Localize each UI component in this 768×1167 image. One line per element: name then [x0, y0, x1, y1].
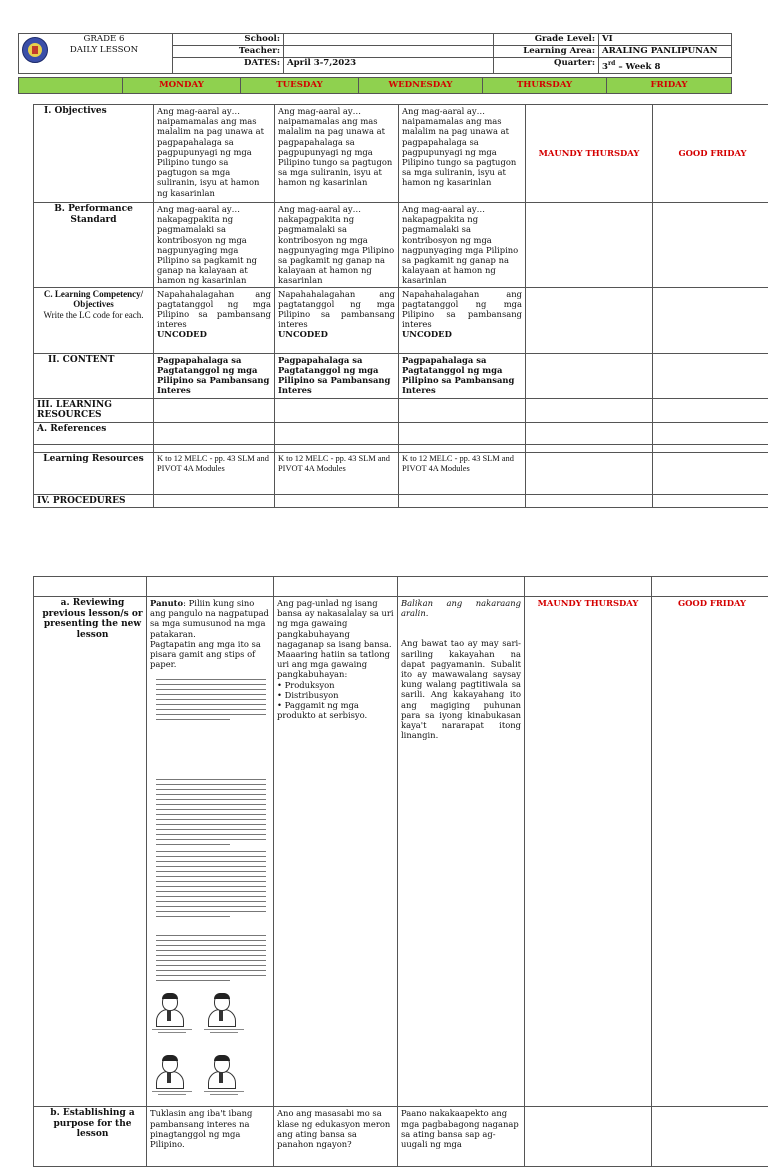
competency-note: Write the LC code for each.	[37, 310, 150, 320]
scan-text-line	[156, 856, 266, 857]
scan-text-line	[156, 819, 266, 820]
empty-cell	[525, 577, 652, 597]
empty-cell	[525, 1107, 652, 1167]
objectives-label: I. Objectives	[34, 105, 154, 203]
empty-cell	[652, 577, 768, 597]
scan-text-line	[156, 876, 266, 877]
learning-resources-label: Learning Resources	[34, 452, 154, 494]
establishing-tuesday: Ano ang masasabi mo sa klase ng edukasyon meron ang ating bansa sa panahon ngayon?	[274, 1107, 398, 1167]
empty-cell	[147, 577, 274, 597]
reviewing-wednesday-text: Ang bawat tao ay may sari-sariling kakayahan na dapat pagyamanin. Subalit ito ay mawawalang saysay kung walang pagtitiwala sa sarili. Ang kakayahang ito ang magiging puhunan para sa iyong kinabukasan kaya't nararapat itong linangin.	[401, 638, 521, 740]
learning-resources-header: III. LEARNING RESOURCES	[34, 398, 154, 422]
scan-text-line	[156, 684, 266, 685]
lesson-table-page2	[33, 576, 768, 1167]
grade-title-cell	[19, 34, 173, 74]
reviewing-monday-paragraph-1	[150, 598, 270, 639]
holiday-friday-p2: GOOD FRIDAY	[652, 597, 768, 1107]
day-monday: MONDAY	[123, 78, 241, 94]
empty-cell	[653, 398, 768, 422]
quarter-value	[599, 58, 732, 74]
scan-text-line	[156, 824, 266, 825]
scan-text-line	[156, 945, 266, 946]
scan-text-line	[156, 886, 266, 887]
performance-label: B. Performance Standard	[34, 203, 154, 288]
competency-code: UNCODED	[278, 329, 328, 339]
quarter-value-text: 3rd – Week 8	[602, 62, 660, 72]
scan-text-line	[156, 960, 266, 961]
establishing-wednesday: Paano nakakaapekto ang mga pagbabagong naganap sa ating bansa sap ag-uugali ng mga	[398, 1107, 525, 1167]
performance-wednesday: Ang mag-aaral ay… nakapagpakita ng pagmamalaki sa kontribosyon ng mga nagpunyaging mga Pilipino sa pagkamit ng ganap na kalayaan at hamon ng kasarinlan	[399, 203, 526, 288]
learning-resources-wednesday: K to 12 MELC - pp. 43 SLM and PIVOT 4A Modules	[399, 452, 526, 494]
empty-cell	[653, 287, 768, 353]
empty-cell	[34, 444, 154, 452]
empty-cell	[653, 444, 768, 452]
competency-text: Napahahalagahan ang pagtatanggol ng mga Pilipino sa pambansang interes	[278, 289, 395, 330]
scan-text-line	[156, 779, 266, 780]
scan-text-line	[156, 694, 266, 695]
teacher-value	[284, 46, 494, 58]
dates-value: April 3-7,2023	[284, 58, 494, 74]
reviewing-monday-text2: Pagtapatin ang mga ito sa pisara gamit ang stips of paper.	[150, 639, 270, 670]
scan-text-line	[156, 719, 230, 720]
scan-text-line	[156, 844, 230, 845]
scan-text-line	[156, 704, 266, 705]
empty-cell	[399, 422, 526, 444]
school-value	[284, 34, 494, 46]
procedures-label: IV. PROCEDURES	[34, 494, 154, 508]
empty-cell	[154, 422, 275, 444]
performance-monday: Ang mag-aaral ay… nakapagpakita ng pagmamalaki sa kontribosyon ng mga nagpunyaging mga Pilipino sa pagkamit ng ganap na kalayaan at hamon ng kasarinlan	[154, 203, 275, 288]
empty-cell	[652, 1107, 768, 1167]
empty-cell	[526, 287, 653, 353]
reviewing-monday-text: : Piliin kung sino ang pangulo na nagpatupad sa mga sumusunod na mga patakaran.	[150, 598, 269, 639]
scan-text-line	[156, 861, 266, 862]
president-portrait-sketch	[208, 993, 234, 1025]
scan-text-line	[156, 965, 266, 966]
scan-text-line	[156, 935, 266, 936]
lesson-table-page1	[33, 104, 768, 508]
scan-text-line	[156, 689, 266, 690]
ordinal-suffix: rd	[608, 60, 615, 67]
day-tuesday: TUESDAY	[241, 78, 359, 94]
empty-cell	[526, 422, 653, 444]
scan-text-line	[156, 794, 266, 795]
scan-text-line	[156, 709, 266, 710]
establishing-monday: Tuklasin ang iba't ibang pambansang interes na pinagtanggol ng mga Pilipino.	[147, 1107, 274, 1167]
holiday-friday: GOOD FRIDAY	[653, 105, 768, 203]
learning-resources-monday: K to 12 MELC - pp. 43 SLM and PIVOT 4A Modules	[154, 452, 275, 494]
empty-cell	[34, 577, 147, 597]
learning-area-label: Learning Area:	[494, 46, 599, 58]
grade-title: GRADE 6	[39, 34, 169, 45]
scan-text-line	[156, 809, 266, 810]
holiday-thursday-p2: MAUNDY THURSDAY	[525, 597, 652, 1107]
grade-level-label: Grade Level:	[494, 34, 599, 46]
competency-label-cell	[34, 287, 154, 353]
scan-text-line	[156, 866, 266, 867]
day-wednesday: WEDNESDAY	[359, 78, 483, 94]
scan-text-line	[156, 789, 266, 790]
empty-cell	[275, 422, 399, 444]
scan-text-line	[156, 699, 266, 700]
scan-text-line	[156, 881, 266, 882]
scan-text-line	[156, 829, 266, 830]
portrait-caption	[152, 1091, 192, 1097]
content-monday: Pagpapahalaga sa Pagtatanggol ng mga Pilipino sa Pambansang Interes	[154, 353, 275, 398]
empty-cell	[399, 398, 526, 422]
scan-text-line	[156, 891, 266, 892]
quarter-label: Quarter:	[494, 58, 599, 74]
competency-label: C. Learning Competency/ Objectives	[37, 289, 150, 310]
president-portrait-sketch	[156, 993, 182, 1025]
competency-monday	[154, 287, 275, 353]
scan-text-line	[156, 839, 266, 840]
empty-cell	[653, 452, 768, 494]
empty-cell	[653, 203, 768, 288]
empty-cell	[653, 353, 768, 398]
scan-text-line	[156, 950, 266, 951]
header-table	[18, 33, 732, 74]
school-label: School:	[173, 34, 284, 46]
portrait-caption	[204, 1091, 244, 1097]
lesson-title: DAILY LESSON	[39, 45, 169, 56]
scan-text-line	[156, 975, 266, 976]
empty-cell	[526, 494, 653, 508]
performance-tuesday: Ang mag-aaral ay… nakapagpakita ng pagmamalaki sa kontribosyon ng mga nagpunyaging mga Pilipino sa pagkamit ng ganap na kalayaan at hamon ng kasarinlan	[275, 203, 399, 288]
scan-text-line	[156, 784, 266, 785]
empty-cell	[526, 398, 653, 422]
objectives-wednesday: Ang mag-aaral ay… naipamamalas ang mas malalim na pag unawa at pagpapahalaga sa pagpupunyagi ng mga Pilipino tungo sa pagtugon sa mga suliranin, isyu at hamon ng kasarinlan	[399, 105, 526, 203]
scan-text-line	[156, 834, 266, 835]
empty-cell	[526, 452, 653, 494]
scan-text-line	[156, 851, 266, 852]
day-header-blank	[19, 78, 123, 94]
holiday-thursday: MAUNDY THURSDAY	[526, 105, 653, 203]
objectives-tuesday: Ang mag-aaral ay… naipamamalas ang mas malalim na pag unawa at pagpapahalaga sa pagpupunyagi ng mga Pilipino tungo sa pagtugon sa mga suliranin, isyu at hamon ng kasarinlan	[275, 105, 399, 203]
empty-cell	[154, 444, 275, 452]
day-friday: FRIDAY	[607, 78, 732, 94]
scan-text-line	[156, 896, 266, 897]
competency-text: Napahahalagahan ang pagtatanggol ng mga Pilipino sa pambansang interes	[402, 289, 522, 330]
competency-tuesday	[275, 287, 399, 353]
scan-text-line	[156, 906, 266, 907]
portrait-caption	[152, 1029, 192, 1035]
reviewing-tuesday-text: Ang pag-unlad ng isang bansa ay nakasalalay sa uri ng mga gawaing pangkabuhayang nagaganap sa isang bansa. Maaaring hatiin sa tatlong uri ang mga gawaing pangkabuhayan:	[277, 598, 394, 680]
scan-text-line	[156, 970, 266, 971]
empty-cell	[398, 577, 525, 597]
content-wednesday: Pagpapahalaga sa Pagtatanggol ng mga Pilipino sa Pambansang Interes	[399, 353, 526, 398]
empty-cell	[275, 444, 399, 452]
president-portrait-sketch	[208, 1055, 234, 1087]
reviewing-wednesday-italic: Balikan ang nakaraang aralin.	[401, 598, 521, 618]
reviewing-label: a. Reviewing previous lesson/s or presenting the new lesson	[34, 597, 147, 1107]
empty-cell	[653, 422, 768, 444]
empty-cell	[526, 203, 653, 288]
scan-text-line	[156, 901, 266, 902]
scan-text-line	[156, 871, 266, 872]
reviewing-tuesday-bullet-2: • Distribusyon	[277, 690, 394, 700]
empty-cell	[399, 494, 526, 508]
scan-text-line	[156, 911, 266, 912]
empty-cell	[653, 494, 768, 508]
reviewing-tuesday	[274, 597, 398, 1107]
empty-cell	[275, 494, 399, 508]
empty-cell	[526, 444, 653, 452]
objectives-monday: Ang mag-aaral ay… naipamamalas ang mas malalim na pag unawa at pagpapahalaga sa pagpupunyagi ng mga Pilipino tungo sa pagtugon sa mga suliranin, isyu at hamon ng kasarinlan	[154, 105, 275, 203]
empty-cell	[274, 577, 398, 597]
scan-text-line	[156, 916, 230, 917]
reviewing-monday	[147, 597, 274, 1107]
competency-code: UNCODED	[157, 329, 207, 339]
day-header-row	[18, 77, 732, 94]
worksheet-scan-image	[150, 675, 270, 1105]
content-tuesday: Pagpapahalaga sa Pagtatanggol ng mga Pilipino sa Pambansang Interes	[275, 353, 399, 398]
reviewing-tuesday-bullet-1: • Produksyon	[277, 680, 394, 690]
dates-label: DATES:	[173, 58, 284, 74]
scan-text-line	[156, 814, 266, 815]
grade-level-value: VI	[599, 34, 732, 46]
empty-cell	[526, 353, 653, 398]
scan-text-line	[156, 955, 266, 956]
competency-text: Napahahalagahan ang pagtatanggol ng mga Pilipino sa pambansang interes	[157, 289, 271, 330]
establishing-label: b. Establishing a purpose for the lesson	[34, 1107, 147, 1167]
president-portrait-sketch	[156, 1055, 182, 1087]
competency-wednesday	[399, 287, 526, 353]
scan-text-line	[156, 679, 266, 680]
references-label: A. References	[34, 422, 154, 444]
competency-code: UNCODED	[402, 329, 452, 339]
empty-cell	[154, 494, 275, 508]
empty-cell	[154, 398, 275, 422]
scan-text-line	[156, 804, 266, 805]
reviewing-wednesday	[398, 597, 525, 1107]
scan-text-line	[156, 940, 266, 941]
day-thursday: THURSDAY	[483, 78, 607, 94]
panuto-label: Panuto	[150, 598, 183, 608]
scan-text-line	[156, 799, 266, 800]
teacher-label: Teacher:	[173, 46, 284, 58]
empty-cell	[399, 444, 526, 452]
empty-cell	[275, 398, 399, 422]
learning-area-value: ARALING PANLIPUNAN	[599, 46, 732, 58]
scan-text-line	[156, 980, 230, 981]
spacer	[401, 618, 521, 638]
reviewing-tuesday-bullet-3: • Paggamit ng mga produkto at serbisyo.	[277, 700, 394, 720]
learning-resources-tuesday: K to 12 MELC - pp. 43 SLM and PIVOT 4A Modules	[275, 452, 399, 494]
content-label: II. CONTENT	[34, 353, 154, 398]
scan-text-line	[156, 714, 266, 715]
portrait-caption	[204, 1029, 244, 1035]
